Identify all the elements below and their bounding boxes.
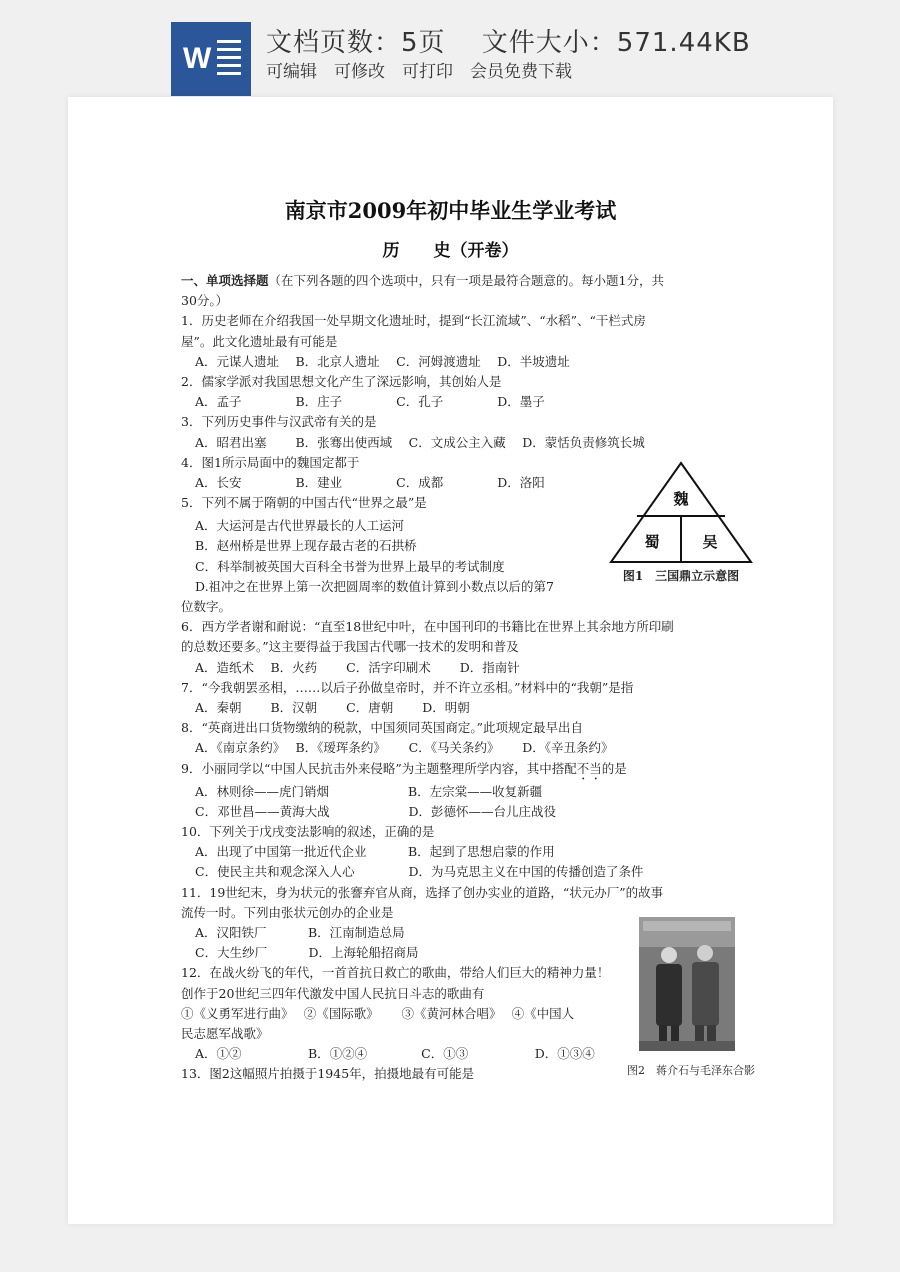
question-6-options: A．造纸术 B．火药 C．活字印刷术 D．指南针 [195,659,520,675]
section-instructions-cont: 30分。） [181,293,229,309]
figure-1-caption: 图1 三国鼎立示意图 [622,569,740,583]
question-2: 2．儒家学派对我国思想文化产生了深远影响，其创始人是 [181,373,502,389]
question-3: 3．下列历史事件与汉武帝有关的是 [181,414,377,430]
question-1-cont: 屋”。此文化遗址最有可能是 [181,333,338,349]
word-icon-letter: W [183,42,212,75]
document-features-line: 可编辑 可修改 可打印 会员免费下载 [266,62,572,82]
question-5-option-a: A．大运河是古代世界最长的人工运河 [195,518,405,534]
document-page [68,97,833,1224]
kingdom-shu-label: 蜀 [644,533,660,551]
question-13: 13．图2这幅照片拍摄于1945年，拍摄地最有可能是 [181,1066,475,1082]
question-8-options: A．《南京条约》 B．《瑷珲条约》 C．《马关条约》 D．《辛丑条约》 [195,740,614,756]
question-1-options: A．元谋人遗址 B．北京人遗址 C．河姆渡遗址 D．半坡遗址 [195,353,570,369]
kingdom-wu-label: 吴 [702,533,718,551]
question-11-options-cd: C．大生纱厂 D．上海轮船招商局 [195,945,419,961]
kingdom-wei-label: 魏 [673,490,689,508]
question-5-option-c: C．科举制被英国大百科全书誉为世界上最早的考试制度 [195,558,505,574]
question-9-end: 的是 [601,760,627,776]
question-6-cont: 的总数还要多。”这主要得益于我国古代哪一技术的发明和普及 [181,639,519,655]
word-document-icon [171,22,251,96]
section-lead: 一、单项选择题 [181,273,269,288]
question-12: 12．在战火纷飞的年代，一首首抗日救亡的歌曲，带给人们巨大的精神力量！ [181,965,610,981]
question-12-options: A．①② B．①②④ C．①③ D．①③④ [195,1046,595,1062]
question-12-songs: ①《义勇军进行曲》 ②《国际歌》 ③《黄河林合唱》 ④《中国人 [181,1005,575,1021]
exam-title: 南京市2009年初中毕业生学业考试 [284,198,617,223]
three-kingdoms-diagram [606,459,756,584]
question-6: 6．西方学者谢和耐说：“直至18世纪中叶，在中国刊印的书籍比在世界上其余地方所印刷 [181,619,674,635]
question-2-options: A．孟子 B．庄子 C．孔子 D．墨子 [195,394,545,410]
question-11: 11．19世纪末，身为状元的张謇弃官从商，选择了创办实业的道路，“状元办厂”的故事 [181,884,664,900]
section-instructions: （在下列各题的四个选项中，只有一项是最符合题意的。每小题1分，共 [268,273,664,288]
figure-2-caption: 图2 蒋介石与毛泽东合影 [627,1064,755,1077]
document-banner [0,0,900,96]
question-9-text: 9．小丽同学以“中国人民抗击外来侵略”为主题整理所学内容，其中搭配 [181,760,577,776]
section-heading [181,271,741,291]
question-5: 5．下列不属于隋朝的中国古代“世界之最”是 [181,495,427,511]
question-10-options-ab: A．出现了中国第一批近代企业 B．起到了思想启蒙的作用 [195,844,555,860]
question-11-cont: 流传一时。下列由张状元创办的企业是 [181,904,394,920]
question-3-options: A．昭君出塞 B．张骞出使西域 C．文成公主入藏 D．蒙恬负责修筑长城 [195,434,645,450]
question-4: 4．图1所示局面中的魏国定都于 [181,454,360,470]
question-8: 8．“英商进出口货物缴纳的税款，中国须同英国商定。”此项规定最早出自 [181,720,583,736]
question-9-emphasis: 不当 [576,760,602,776]
question-12-cont: 创作于20世纪三四年代激发中国人民抗日斗志的歌曲有 [181,985,485,1001]
document-info-line: 文档页数：5页 文件大小：571.44KB [266,28,751,58]
question-10: 10．下列关于戊戌变法影响的叙述，正确的是 [181,824,435,840]
question-5-option-b: B．赵州桥是世界上现存最古老的石拱桥 [195,538,417,554]
question-4-options: A．长安 B．建业 C．成都 D．洛阳 [195,474,545,490]
question-9 [181,759,741,779]
question-11-options-ab: A．汉阳铁厂 B．江南制造总局 [195,925,405,940]
question-9-options-cd: C．邓世昌——黄海大战 D．彭德怀——台儿庄战役 [195,803,557,819]
question-7-options: A．秦朝 B．汉朝 C．唐朝 D．明朝 [195,699,470,715]
question-10-options-cd: C．使民主共和观念深入人心 D．为马克思主义在中国的传播创造了条件 [195,864,644,880]
question-5-option-d: D.祖冲之在世界上第一次把圆周率的数值计算到小数点以后的第7 [195,578,555,594]
question-1: 1．历史老师在介绍我国一处早期文化遗址时，提到“长江流域”、“水稻”、“干栏式房 [181,313,646,329]
question-12-songs-cont: 民志愿军战歌》 [181,1025,269,1041]
historic-photo [639,917,735,1051]
question-5-option-d-cont: 位数字。 [181,599,232,614]
question-7: 7．“今我朝罢丞相，……以后子孙做皇帝时，并不许立丞相。”材料中的“我朝”是指 [181,679,634,695]
exam-subtitle: 历 史（开卷） [382,241,519,261]
word-icon-lines [217,40,241,80]
question-9-options-ab: A．林则徐——虎门销烟 B．左宗棠——收复新疆 [195,783,543,799]
